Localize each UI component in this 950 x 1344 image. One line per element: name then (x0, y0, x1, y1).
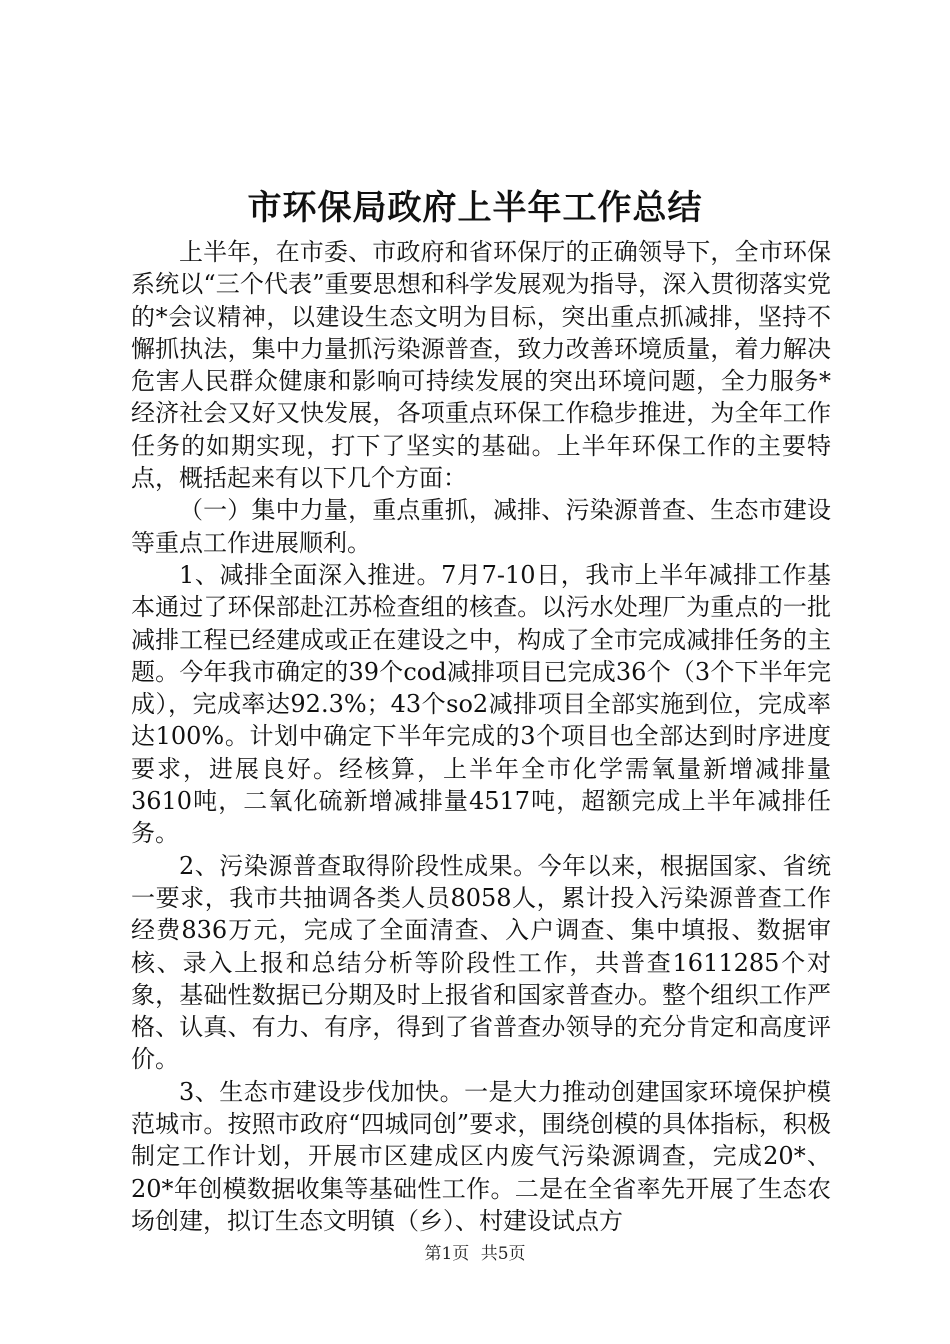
page-footer (0, 1242, 950, 1266)
paragraph-emission-reduction: 1、减排全面深入推进。7月7-10日，我市上半年减排工作基本通过了环保部赴江苏检查组的核查。以污水处理厂为重点的一批减排工程已经建成或正在建设之中，构成了全市完成减排任务的主题。今年我市确定的39个cod减排项目已完成36个（3个下半年完成），完成率达92.3%；43个so2减排项目全部实施到位，完成率达100%。计划中确定下半年完成的3个项目也全部达到时序进度要求，进展良好。经核算，上半年全市化学需氧量新增减排量3610吨，二氧化硫新增减排量4517吨，超额完成上半年减排任务。 (131, 560, 831, 848)
page-number: 第1页 (424, 1244, 470, 1264)
document-title: 市环保局政府上半年工作总结 (247, 188, 703, 228)
page-total: 共5页 (480, 1244, 526, 1264)
document-body (131, 236, 831, 1237)
paragraph-pollution-census: 2、污染源普查取得阶段性成果。今年以来，根据国家、省统一要求，我市共抽调各类人员8058人，累计投入污染源普查工作经费836万元，完成了全面清查、入户调查、集中填报、数据审核、录入上报和总结分析等阶段性工作，共普查1611285个对象，基础性数据已分期及时上报省和国家普查办。整个组织工作严格、认真、有力、有序，得到了省普查办领导的充分肯定和高度评价。 (131, 851, 831, 1074)
paragraph-section-heading: （一）集中力量，重点重抓，减排、污染源普查、生态市建设等重点工作进展顺利。 (131, 496, 831, 557)
paragraph-ecological-city: 3、生态市建设步伐加快。一是大力推动创建国家环境保护模范城市。按照市政府“四城同创”要求，围绕创模的具体指标，积极制定工作计划，开展市区建成区内废气污染源调查，完成20*、20*年创模数据收集等基础性工作。二是在全省率先开展了生态农场创建，拟订生态文明镇（乡）、村建设试点方 (131, 1077, 831, 1235)
paragraph-intro: 上半年，在市委、市政府和省环保厅的正确领导下，全市环保系统以“三个代表”重要思想和科学发展观为指导，深入贯彻落实党的*会议精神，以建设生态文明为目标，突出重点抓减排，坚持不懈抓执法，集中力量抓污染源普查，致力改善环境质量，着力解决危害人民群众健康和影响可持续发展的突出环境问题，全力服务*经济社会又好又快发展，各项重点环保工作稳步推进，为全年工作任务的如期实现，打下了坚实的基础。上半年环保工作的主要特点，概括起来有以下几个方面： (131, 238, 831, 493)
